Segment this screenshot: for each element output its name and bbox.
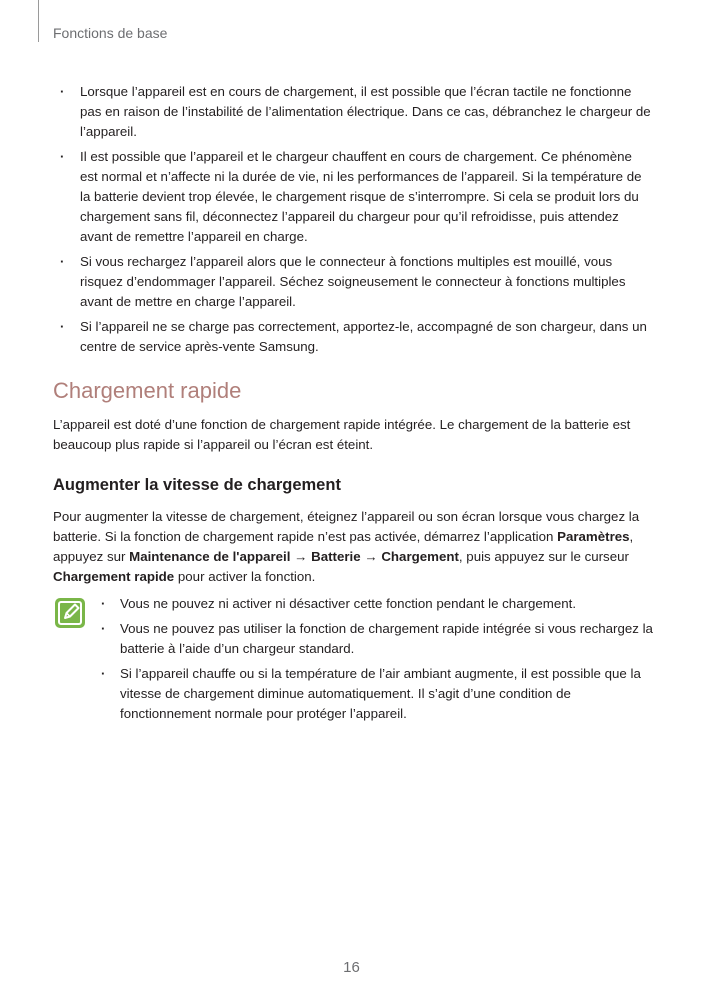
menu-path-3: Chargement [381,549,459,564]
app-name: Paramètres [557,529,630,544]
warning-item: · Si l’appareil ne se charge pas correctement, apportez-le, accompagné de son chargeur, dans un centre de service après-vente Samsung. [53,317,653,357]
text-run: Pour augmenter la vitesse de chargement, éteignez l’appareil ou son écran lorsque vous chargez la batterie. Si la fonction de chargement rapide n’est pas activée, démarrez l’application [53,509,640,544]
menu-path-2: Batterie [311,549,361,564]
page-number: 16 [343,959,360,976]
arrow: → [290,549,312,564]
text-run: , puis appuyez sur le curseur [458,549,629,564]
subsection-title: Augmenter la vitesse de chargement [53,476,341,494]
text-run: , appuyez sur [53,529,634,564]
text-run: pour activer la fonction. [174,569,316,584]
warning-item: · Si vous rechargez l’appareil alors que le connecteur à fonctions multiples est mouillé, vous risquez d’endommager l’appareil. Séchez soigneusement le connecteur à fonctions multiples avant de mettre en charge l’appareil. [53,252,653,312]
note-list [93,594,653,729]
arrow: → [360,549,382,564]
section-header: Fonctions de base [53,25,168,41]
subsection-paragraph [53,507,653,587]
menu-path-1: Maintenance de l'appareil [129,549,291,564]
note-item: · Vous ne pouvez pas utiliser la fonction de chargement rapide intégrée si vous rechargez la batterie à l’aide d’un chargeur standard. [93,619,653,659]
warning-item: · Il est possible que l’appareil et le chargeur chauffent en cours de chargement. Ce phénomène est normal et n’affecte ni la durée de vie, ni les performances de l’appareil. Si la température de la batterie devient trop élevée, le chargement risque de s’interrompre. Si cela se produit lors du chargement sans fil, déconnectez l’appareil du chargeur pour qu’il refroidisse, puis attendez avant de remettre l’appareil en charge. [53,147,653,247]
margin-rule [38,0,39,42]
warning-item: · Lorsque l’appareil est en cours de chargement, il est possible que l’écran tactile ne fonctionne pas en raison de l’instabilité de l’alimentation électrique. Dans ce cas, débranchez le chargeur de l’appareil. [53,82,653,142]
note-item: · Si l’appareil chauffe ou si la température de l’air ambiant augmente, il est possible que la vitesse de chargement diminue automatiquement. Il s’agit d’une condition de fonctionnement normale pour protéger l’appareil. [93,664,653,724]
switch-name: Chargement rapide [53,569,175,584]
note-item: · Vous ne pouvez ni activer ni désactiver cette fonction pendant le chargement. [93,594,653,614]
section-intro: L’appareil est doté d’une fonction de chargement rapide intégrée. Le chargement de la batterie est beaucoup plus rapide si l’appareil ou l’écran est éteint. [53,417,631,452]
note-pencil-icon [54,597,86,629]
warning-list [53,82,653,362]
section-title: Chargement rapide [53,378,242,403]
